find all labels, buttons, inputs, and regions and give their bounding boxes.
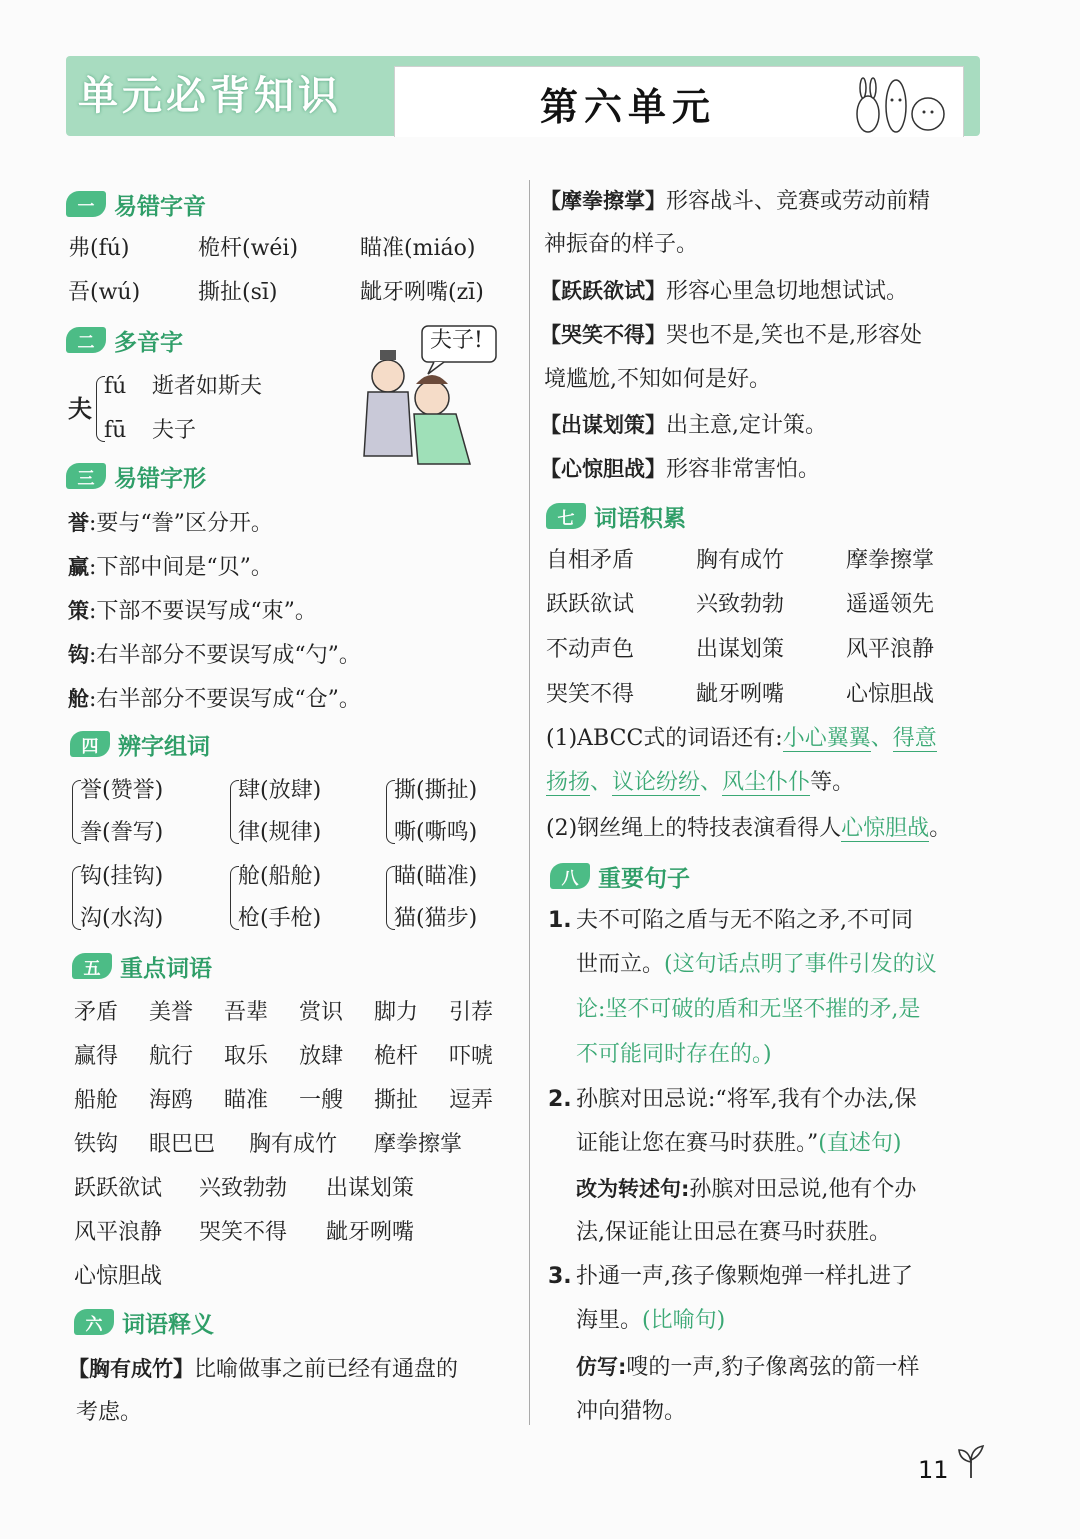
word: 引荐 <box>449 1000 494 1025</box>
char-pair: 律(规律) <box>238 820 322 845</box>
definition <box>540 186 930 217</box>
word: 风平浪静 <box>74 1220 163 1245</box>
sentence-text: 证能让您在赛马时获胜。” <box>576 1131 819 1156</box>
section-title: 重点词语 <box>120 955 212 982</box>
section-3-header <box>66 456 206 496</box>
sentence-number: 2. <box>548 1087 572 1112</box>
word: 兴致勃勃 <box>696 592 785 617</box>
speech-bubble: 夫子! <box>430 328 483 353</box>
word: 撕扯 <box>374 1088 419 1113</box>
separator: 、 <box>590 770 613 795</box>
sentence-number: 1. <box>548 908 572 933</box>
word: 船舱 <box>74 1088 119 1113</box>
glyph-char: 策 <box>68 599 89 623</box>
banner-title: 单元必背知识 <box>78 73 342 119</box>
definition-term: 【心惊胆战】 <box>540 457 666 481</box>
definition <box>540 320 922 351</box>
word: 心惊胆战 <box>846 682 935 707</box>
glyph-note: 赢:下部中间是“贝”。 <box>68 555 273 580</box>
word: 胸有成竹 <box>696 548 785 573</box>
word: 桅杆 <box>374 1044 419 1069</box>
section-4-header <box>70 724 210 764</box>
glyph-char: 钩 <box>68 643 89 667</box>
page-number: 11 <box>918 1456 949 1484</box>
sentence-number: 3. <box>548 1264 572 1289</box>
definition-term: 【出谋划策】 <box>540 413 666 437</box>
word: 放肆 <box>299 1044 344 1069</box>
definition-term: 【跃跃欲试】 <box>540 279 666 303</box>
section-badge: 一 <box>66 191 106 217</box>
sentence-line <box>576 1174 916 1205</box>
definition <box>540 410 827 441</box>
separator: 、 <box>870 726 893 751</box>
definition-term: 【摩拳擦掌】 <box>540 189 666 213</box>
word: 哭笑不得 <box>546 682 635 707</box>
section-title: 辨字组词 <box>118 733 210 760</box>
section-badge: 六 <box>74 1309 114 1335</box>
answer: 议论纷纷 <box>612 770 701 795</box>
char-pair: 撕(撕扯) <box>394 778 478 803</box>
section-8-header <box>550 856 690 896</box>
unit-title: 第六单元 <box>540 85 717 129</box>
word: 瞄准 <box>224 1088 269 1113</box>
word: 铁钩 <box>74 1132 119 1157</box>
word: 逗弄 <box>449 1088 494 1113</box>
answer: 扬扬 <box>546 770 591 795</box>
word: 摩拳擦掌 <box>846 548 935 573</box>
definition-term: 【哭笑不得】 <box>540 323 666 347</box>
word: 风平浪静 <box>846 637 935 662</box>
separator: 、 <box>700 770 723 795</box>
exercise-text: 。 <box>929 816 952 841</box>
exercise-text: (2)钢丝绳上的特技表演看得人 <box>546 816 842 841</box>
section-title: 易错字音 <box>114 193 206 220</box>
word: 一艘 <box>299 1088 344 1113</box>
section-badge: 三 <box>66 463 106 489</box>
definition-text: 哭也不是,笑也不是,形容处 <box>666 323 922 348</box>
glyph-text: 下部中间是“贝”。 <box>96 555 273 580</box>
sentence-line <box>576 1129 901 1159</box>
section-title: 多音字 <box>114 329 183 356</box>
word: 海鸥 <box>149 1088 194 1113</box>
definition-text: 形容战斗、竞赛或劳动前精 <box>666 189 931 214</box>
char-pair: 猫(猫步) <box>394 906 478 931</box>
sentence-note: (比喻句) <box>642 1308 726 1333</box>
definition-text: 境尴尬,不知如何是好。 <box>544 367 771 392</box>
char-pair: 钩(挂钩) <box>80 864 164 889</box>
sentence-text: 世而立。 <box>576 952 665 977</box>
definition-text: 形容非常害怕。 <box>666 457 821 482</box>
definition-text: 考虑。 <box>76 1400 143 1425</box>
word: 龇牙咧嘴 <box>696 682 785 707</box>
pron-item: 弗(fú) <box>68 236 130 261</box>
glyph-note: 誉:要与“誊”区分开。 <box>68 511 273 536</box>
section-title: 易错字形 <box>114 465 206 492</box>
exercise-1 <box>546 724 937 754</box>
glyph-note: 舱:右半部分不要误写成“仓”。 <box>68 687 361 712</box>
word: 出谋划策 <box>696 637 785 662</box>
exercise-text: 等。 <box>810 770 855 795</box>
glyph-text: 右半部分不要误写成“仓”。 <box>96 687 361 712</box>
sentence-text: 法,保证能让田忌在赛马时获胜。 <box>576 1220 891 1245</box>
char-pair: 肆(放肆) <box>238 778 322 803</box>
pron-item: 龇牙咧嘴(zī) <box>360 280 484 305</box>
char-pair: 嘶(嘶鸣) <box>394 820 478 845</box>
sentence-text: 扑通一声,孩子像颗炮弹一样扎进了 <box>576 1264 913 1289</box>
word: 心惊胆战 <box>74 1264 163 1289</box>
sentence-line <box>576 950 937 980</box>
char-pair: 瞄(瞄准) <box>394 864 478 889</box>
section-badge: 五 <box>72 953 112 979</box>
glyph-text: 下部不要误写成“朿”。 <box>96 599 317 624</box>
sentence-line <box>576 1306 725 1336</box>
section-badge: 二 <box>66 327 106 353</box>
word: 吾辈 <box>224 1000 269 1025</box>
mascot-illustration <box>850 70 950 134</box>
sprout-icon <box>956 1444 986 1480</box>
definition-term: 【胸有成竹】 <box>68 1357 194 1381</box>
section-6-header <box>74 1302 214 1342</box>
sentence-text: 嗖的一声,豹子像离弦的箭一样 <box>626 1355 920 1380</box>
definition <box>540 276 908 307</box>
answer: 心惊胆战 <box>841 816 930 841</box>
section-title: 词语释义 <box>122 1311 214 1338</box>
definition <box>540 454 820 485</box>
word: 龇牙咧嘴 <box>326 1220 415 1245</box>
char-pair: 誉(赞誉) <box>80 778 164 803</box>
word: 赏识 <box>299 1000 344 1025</box>
glyph-char: 舱 <box>68 687 89 711</box>
word: 眼巴巴 <box>149 1132 216 1157</box>
column-divider <box>529 180 530 1425</box>
section-title: 重要句子 <box>598 865 690 892</box>
polyphone-char: 夫 <box>68 395 92 423</box>
word: 不动声色 <box>546 637 635 662</box>
answer: 得意 <box>892 726 937 751</box>
section-2-header <box>66 320 183 360</box>
word: 自相矛盾 <box>546 548 635 573</box>
glyph-char: 赢 <box>68 555 89 579</box>
sentence-text: 孙膑对田忌说:“将军,我有个办法,保 <box>576 1087 917 1112</box>
char-pair: 枪(手枪) <box>238 906 322 931</box>
sentence-note: (这句话点明了事件引发的议 <box>664 952 937 977</box>
sentence-note: (直述句) <box>818 1131 902 1156</box>
section-5-header <box>72 946 212 986</box>
sentence-note: 不可能同时存在的。) <box>576 1042 772 1067</box>
pron-item: 瞄准(miáo) <box>360 236 476 261</box>
section-badge: 七 <box>546 503 586 529</box>
task-label: 仿写: <box>576 1355 627 1379</box>
glyph-note: 策:下部不要误写成“朿”。 <box>68 599 317 624</box>
section-7-header <box>546 496 686 536</box>
answer: 风尘仆仆 <box>722 770 811 795</box>
sentence-note: 论:坚不可破的盾和无坚不摧的矛,是 <box>576 997 921 1022</box>
sentence-text: 海里。 <box>576 1308 643 1333</box>
definition-text: 形容心里急切地想试试。 <box>666 279 909 304</box>
word: 兴致勃勃 <box>199 1176 288 1201</box>
word: 出谋划策 <box>326 1176 415 1201</box>
exercise-1-cont <box>546 768 854 798</box>
section-1-header <box>66 184 206 224</box>
section-badge: 八 <box>550 863 590 889</box>
word: 哭笑不得 <box>199 1220 288 1245</box>
word: 遥遥领先 <box>846 592 935 617</box>
pinyin: fú <box>104 374 127 399</box>
exercise-text: (1)ABCC式的词语还有: <box>546 726 783 751</box>
word: 航行 <box>149 1044 194 1069</box>
word: 取乐 <box>224 1044 269 1069</box>
char-pair: 沟(水沟) <box>80 906 164 931</box>
exercise-2 <box>546 814 951 844</box>
pron-item: 桅杆(wéi) <box>198 236 299 261</box>
glyph-note: 钩:右半部分不要误写成“勺”。 <box>68 643 361 668</box>
task-label: 改为转述句: <box>576 1177 690 1201</box>
pron-item: 撕扯(sī) <box>198 280 278 305</box>
word: 脚力 <box>374 1000 419 1025</box>
section-title: 词语积累 <box>594 505 686 532</box>
sentence-text: 冲向猎物。 <box>576 1399 687 1424</box>
char-pair: 誊(誊写) <box>80 820 164 845</box>
sentence-text: 夫不可陷之盾与无不陷之矛,不可同 <box>576 908 913 933</box>
definition-text: 比喻做事之前已经有通盘的 <box>194 1357 459 1382</box>
pron-item: 吾(wú) <box>68 280 141 305</box>
glyph-char: 誉 <box>68 511 89 535</box>
word: 跃跃欲试 <box>74 1176 163 1201</box>
answer: 小心翼翼 <box>782 726 871 751</box>
word: 美誉 <box>149 1000 194 1025</box>
char-pair: 舱(船舱) <box>238 864 322 889</box>
example-word: 逝者如斯夫 <box>152 374 263 399</box>
example-word: 夫子 <box>152 418 197 443</box>
section-badge: 四 <box>70 731 110 757</box>
definition-text: 神振奋的样子。 <box>544 232 699 257</box>
sentence-line <box>576 1352 919 1383</box>
glyph-text: 右半部分不要误写成“勺”。 <box>96 643 361 668</box>
glyph-text: 要与“誊”区分开。 <box>96 511 273 536</box>
sentence-text: 孙膑对田忌说,他有个办 <box>689 1177 917 1202</box>
word: 胸有成竹 <box>249 1132 338 1157</box>
word: 摩拳擦掌 <box>374 1132 463 1157</box>
word: 吓唬 <box>449 1044 494 1069</box>
definition <box>68 1354 458 1385</box>
word: 矛盾 <box>74 1000 119 1025</box>
word: 跃跃欲试 <box>546 592 635 617</box>
word: 赢得 <box>74 1044 119 1069</box>
pinyin: fū <box>104 418 127 443</box>
definition-text: 出主意,定计策。 <box>666 413 827 438</box>
